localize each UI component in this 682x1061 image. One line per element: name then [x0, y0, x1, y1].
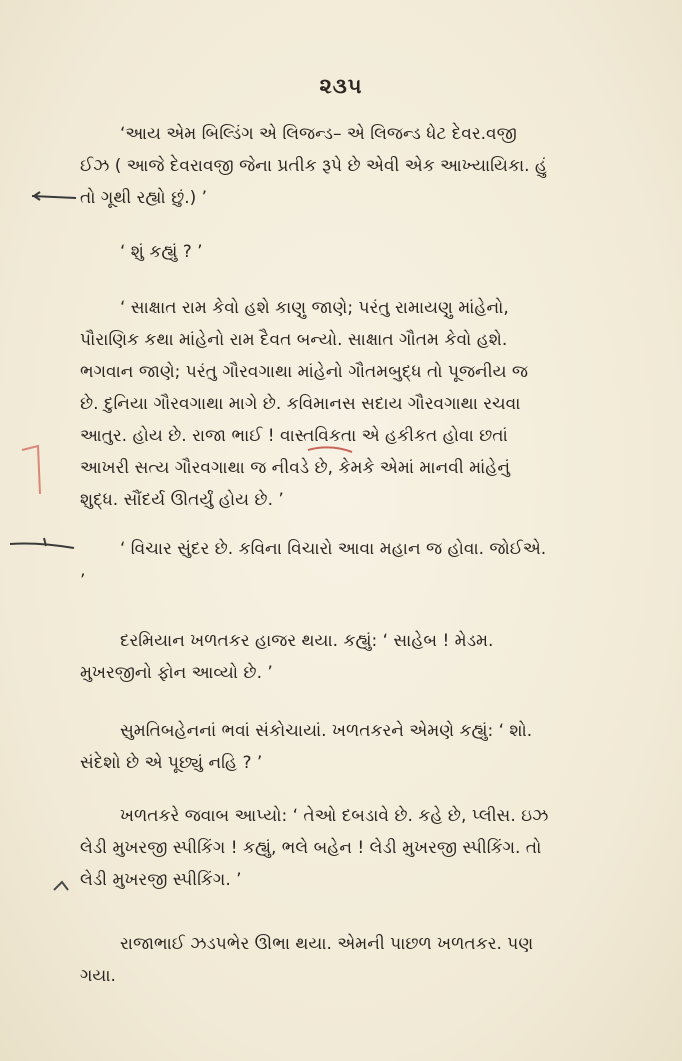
- paragraph-text: રાજાભાઈ ઝડપભેર ઊભા થયા. એમની પાછળ ખળતકર. પણ ગયા.: [80, 934, 534, 986]
- paragraph-2: [80, 236, 550, 268]
- paragraph-4: [80, 533, 550, 597]
- red-pencil-mark: [18, 428, 68, 498]
- paragraph-text: ‘ સાક્ષાત રામ કેવો હશે કાણુ જાણે; પરંતુ રામાયણુ માંહેનો, પૌરાણિક કથા માંહેનો રામ દૈવત બન્યો. સાક્ષાત ગૌતમ કેવો હશે. ભગવાન જાણે; પરંતુ ગૌરવગાથા માંહેનો ગૌતમબુદ્ધ તો પૂજનીય જ છે. દુનિયા ગૌરવગાથા માગે છે. કવિમાનસ સદાય ગૌરવગાથા રચવા આતુર. હોય છે. રાજા ભાઈ ! વાસ્તવિકતા એ હકીકત હોવા છતાં આખરી સત્ય ગૌરવગાથા જ નીવડે છે, કેમકે એમાં માનવી માંહેનું શુદ્ધ. સૌંદર્ય ઊતર્યું હોય છે. ’: [80, 298, 528, 510]
- paragraph-text: ‘આય એમ બિલ્ડિંગ એ લિજન્ડ– એ લિજન્ડ ધેટ દેવર.વજી ઈઝ ( આજે દેવરાવજી જેના પ્રતીક રૂપે છે એવી એક આખ્યાયિકા. હું તો ગૂથી રહ્યો છું.) ’: [80, 124, 547, 208]
- page-number: ૨૩૫: [319, 74, 363, 98]
- paragraph-3: [80, 292, 550, 516]
- paragraph-text: ખળતકરે જવાબ આપ્યો: ‘ તેઓ દબડાવે છે. કહે છે, પ્લીસ. ઇઝ લેડી મુખરજી સ્પીકિંગ ! કહ્યું, ભલે બહેન ! લેડી મુખરજી સ્પીકિંગ. તો લેડી મુખરજી સ્પીકિંગ. ’: [80, 806, 549, 890]
- paragraph-7: [80, 800, 550, 896]
- pencil-mark-line: [8, 534, 78, 554]
- paragraph-1: [80, 118, 550, 214]
- paragraph-text: દરમિયાન ખળતકર હાજર થયા. કહ્યું: ‘ સાહેબ ! મેડમ. મુખરજીનો ફોન આવ્યો છે. ’: [80, 631, 494, 683]
- paragraph-5: [80, 625, 550, 689]
- red-underline-mark: [306, 446, 356, 460]
- paragraph-8: [80, 928, 550, 992]
- pencil-mark-tick: [52, 878, 72, 894]
- paragraph-text: ‘ વિચાર સુંદર છે. કવિના વિચારો આવા મહાન જ હોવા. જોઈએ. ’: [80, 539, 547, 591]
- pencil-mark-arrow: [30, 186, 80, 206]
- paragraph-6: [80, 715, 550, 779]
- paragraph-text: સુમતિબહેનનાં ભવાં સંકોચાયાં. ખળતકરને એમણે કહ્યું: ‘ શો. સંદેશો છે એ પૂછ્યું નહિ ? ’: [80, 721, 533, 773]
- paragraph-text: ‘ શું કહ્યું ? ’: [120, 242, 203, 262]
